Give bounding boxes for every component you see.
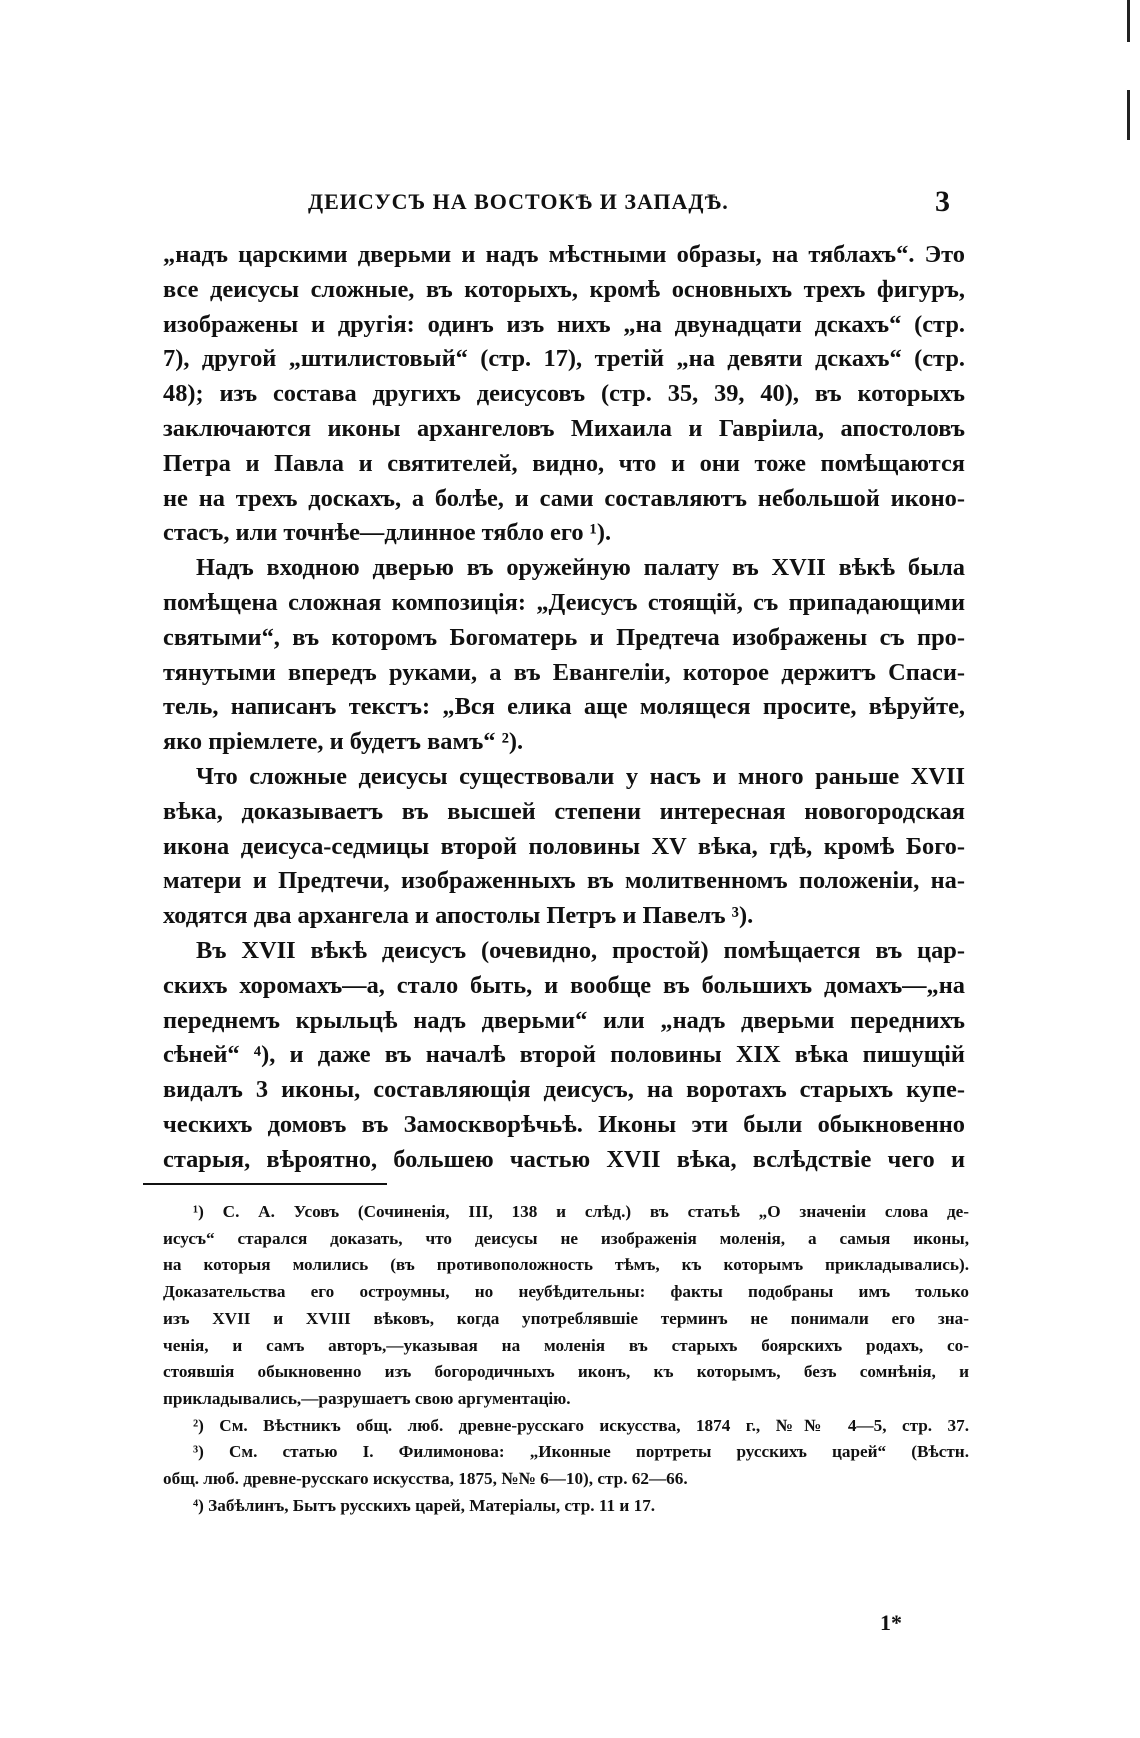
- body-line: Въ XVII вѣкѣ деисусъ (очевидно, простой) помѣщается въ цар-: [196, 936, 965, 964]
- body-line: „надъ царскими дверьми и надъ мѣстными образы, на тяблахъ“. Это: [163, 241, 965, 268]
- body-line: сѣней“ ⁴), и даже въ началѣ второй половины XIX вѣка пишущій: [163, 1041, 965, 1069]
- footnotes: [163, 1199, 969, 1519]
- footnote-line: общ. люб. древне-русскаго искусства, 1875, №№ 6—10), стр. 62—66.: [163, 1469, 688, 1489]
- body-line: видалъ 3 иконы, составляющія деисусъ, на воротахъ старыхъ купе-: [163, 1076, 965, 1104]
- body-line: изображены и другія: одинъ изъ нихъ „на двунадцати дскахъ“ (стр.: [163, 310, 965, 338]
- footnote-line: ченія, и самъ авторъ,—указывая на моленія въ старыхъ боярскихъ родахъ, со-: [163, 1335, 969, 1355]
- body-line: тель, написанъ текстъ: „Вся елика аще молящеся просите, вѣруйте,: [163, 693, 965, 721]
- running-title: ДЕИСУСЪ НА ВОСТОКѢ И ЗАПАДѢ.: [308, 189, 729, 214]
- body-line: стасъ, или точнѣе—длинное тябло его ¹).: [163, 519, 612, 547]
- body-text: [163, 238, 965, 1178]
- footnote-line: ⁴) Забѣлинъ, Бытъ русскихъ царей, Матеріалы, стр. 11 и 17.: [193, 1495, 656, 1515]
- body-line: матери и Предтечи, изображенныхъ въ молитвенномъ положеніи, на-: [163, 867, 965, 895]
- body-line: не на трехъ доскахъ, а болѣе, и сами составляютъ небольшой иконо-: [163, 484, 965, 512]
- footnote-line: на которыя молились (въ противоположность тѣмъ, къ которымъ прикладывались).: [163, 1255, 969, 1275]
- body-line: тянутыми впередъ руками, а въ Евангеліи, которое держитъ Спаси-: [163, 658, 965, 686]
- footnote-line: исусъ“ старался доказать, что деисусы не изображенія моленія, а самыя иконы,: [163, 1228, 969, 1248]
- page-header: [0, 185, 1140, 221]
- body-line: святыми“, въ которомъ Богоматерь и Предтеча изображены съ про-: [163, 623, 965, 651]
- page-edge-mid: [1127, 90, 1130, 140]
- body-line: помѣщена сложная композиція: „Деисусъ стоящій, съ припадающими: [163, 588, 965, 616]
- signature-mark: 1*: [880, 1610, 902, 1635]
- page-edge-upper: [1127, 0, 1130, 42]
- body-line: ческихъ домовъ въ Замоскворѣчьѣ. Иконы эти были обыкновенно: [163, 1110, 965, 1138]
- body-line: Что сложные деисусы существовали у насъ и много раньше XVII: [196, 762, 965, 790]
- body-line: икона деисуса-седмицы второй половины XV вѣка, гдѣ, кромѣ Бого-: [163, 832, 965, 860]
- body-line: Петра и Павла и святителей, видно, что и они тоже помѣщаются: [163, 449, 965, 477]
- body-line: скихъ хоромахъ—а, стало быть, и вообще въ большихъ домахъ—„на: [163, 971, 965, 999]
- body-line: вѣка, доказываетъ въ высшей степени интересная новогородская: [163, 797, 965, 825]
- footnote-line: Доказательства его остроумны, но неубѣдительны: факты подобраны имъ только: [163, 1282, 969, 1302]
- footnote-line: ¹) С. А. Усовъ (Сочиненія, III, 138 и слѣд.) въ статьѣ „О значеніи слова де-: [193, 1202, 969, 1221]
- footnote-line: изъ XVII и XVIII вѣковъ, когда употреблявшіе терминъ не понимали его зна-: [163, 1308, 969, 1328]
- body-line: Надъ входною дверью въ оружейную палату въ XVII вѣкѣ была: [196, 554, 965, 582]
- body-line: переднемъ крыльцѣ надъ дверьми“ или „надъ дверьми переднихъ: [163, 1006, 965, 1034]
- body-line: заключаются иконы архангеловъ Михаила и Гавріила, апостоловъ: [163, 414, 965, 442]
- body-line: 7), другой „штилистовый“ (стр. 17), третій „на девяти дскахъ“ (стр.: [163, 345, 965, 373]
- footnote-line: стоявшія обыкновенно изъ богородичныхъ иконъ, къ которымъ, безъ сомнѣнія, и: [163, 1362, 969, 1382]
- footnote-line: ³) См. статью I. Филимонова: „Иконные портреты русскихъ царей“ (Вѣстн.: [193, 1442, 969, 1462]
- page-number: 3: [935, 185, 950, 218]
- body-line: яко пріемлете, и будетъ вамъ“ ²).: [163, 728, 524, 756]
- body-line: все деисусы сложные, въ которыхъ, кромѣ основныхъ трехъ фигуръ,: [163, 275, 965, 303]
- body-line: ходятся два архангела и апостолы Петръ и Павелъ ³).: [163, 902, 754, 930]
- footnote-rule: [143, 1183, 387, 1185]
- footnote-line: ²) См. Вѣстникъ общ. люб. древне-русскаго искусства, 1874 г., №№ 4—5, стр. 37.: [193, 1415, 969, 1435]
- footnote-line: прикладывались,—разрушаетъ свою аргументацію.: [163, 1388, 571, 1408]
- body-line: 48); изъ состава другихъ деисусовъ (стр. 35, 39, 40), въ которыхъ: [163, 380, 965, 408]
- body-line: старыя, вѣроятно, большею частью XVII вѣка, вслѣдствіе чего и: [163, 1145, 965, 1173]
